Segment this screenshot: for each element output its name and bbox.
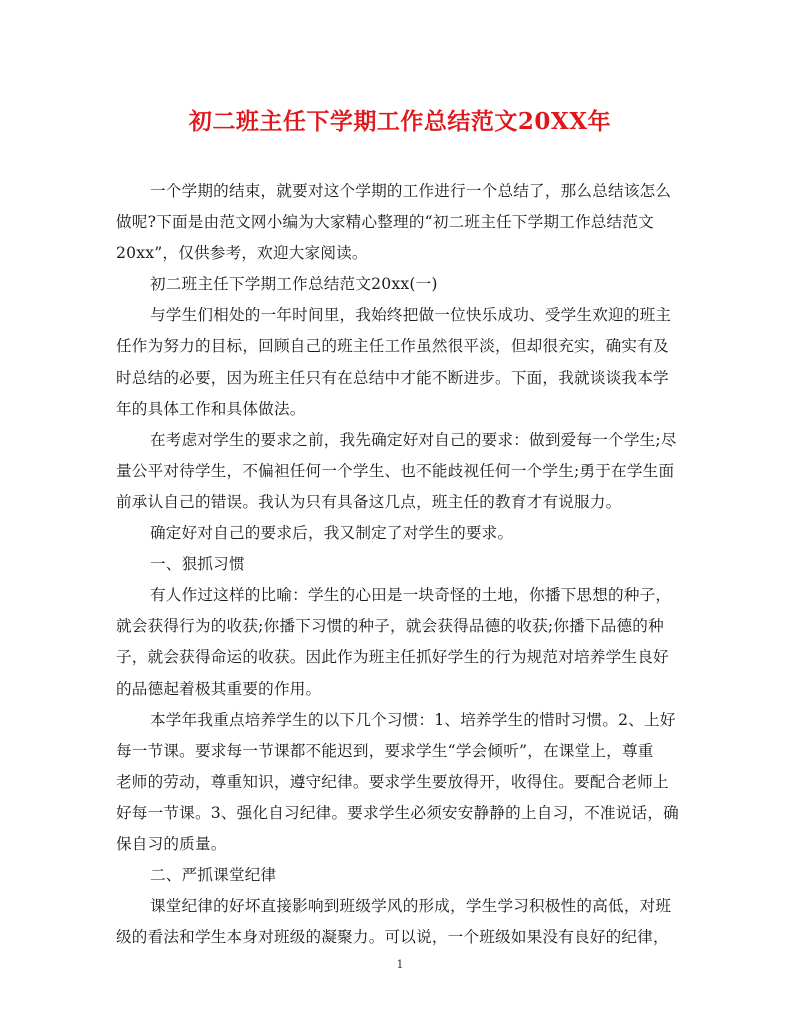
text-line: 级的看法和学生本身对班级的凝聚力。可以说，一个班级如果没有良好的纪律， [116, 928, 669, 947]
text-line: 每一节课。要求每一节课都不能迟到，要求学生“学会倾听”，在课堂上，尊重 [116, 741, 654, 760]
text-line: 子，就会获得命运的收获。因此作为班主任抓好学生的行为规范对培养学生良好 [116, 648, 669, 667]
text-line: 保自习的质量。 [116, 834, 227, 853]
text-line: 确定好对自己的要求后，我又制定了对学生的要求。 [150, 524, 514, 543]
text-line: 一个学期的结束，就要对这个学期的工作进行一个总结了，那么总结该怎么 [150, 182, 672, 200]
text-line: 做呢?下面是由范文网小编为大家精心整理的“初二班主任下学期工作总结范文 [116, 213, 654, 232]
text-line: 任作为努力的目标，回顾自己的班主任工作虽然很平淡，但却很充实，确实有及 [116, 337, 669, 356]
text-line: 一、狠抓习惯 [150, 555, 245, 574]
text-line: 20xx”，仅供参考，欢迎大家阅读。 [116, 244, 368, 263]
text-line: 与学生们相处的一年时间里，我始终把做一位快乐成功、受学生欢迎的班主 [150, 306, 672, 325]
text-line: 好每一节课。3、强化自习纪律。要求学生必须安安静静的上自习，不准说话，确 [116, 803, 679, 822]
text-line: 前承认自己的错误。我认为只有具备这几点，班主任的教育才有说服力。 [116, 492, 622, 511]
text-line: 二、严抓课堂纪律 [150, 866, 277, 885]
text-line: 有人作过这样的比喻：学生的心田是一块奇怪的土地，你播下思想的种子， [150, 586, 672, 605]
document-title: 初二班主任下学期工作总结范文20XX年 [188, 108, 612, 135]
text-line: 就会获得行为的收获;你播下习惯的种子，就会获得品德的收获;你播下品德的种 [116, 617, 664, 636]
text-line: 老师的劳动，尊重知识，遵守纪律。要求学生要放得开，收得住。要配合老师上 [116, 772, 669, 791]
text-line: 年的具体工作和具体做法。 [116, 399, 306, 418]
text-line: 的品德起着极其重要的作用。 [116, 679, 322, 698]
text-line: 课堂纪律的好坏直接影响到班级学风的形成，学生学习积极性的高低，对班 [150, 897, 672, 916]
text-line: 时总结的必要，因为班主任只有在总结中才能不断进步。下面，我就谈谈我本学 [116, 368, 669, 387]
document-body [116, 176, 681, 953]
text-line: 在考虑对学生的要求之前，我先确定好对自己的要求：做到爱每一个学生;尽 [150, 430, 677, 449]
text-line: 量公平对待学生，不偏袒任何一个学生、也不能歧视任何一个学生;勇于在学生面 [116, 461, 675, 480]
text-line: 初二班主任下学期工作总结范文20xx(一) [150, 275, 438, 294]
page-number: 1 [396, 958, 404, 971]
text-line: 本学年我重点培养学生的以下几个习惯：1、培养学生的惜时习惯。2、上好 [150, 710, 676, 729]
